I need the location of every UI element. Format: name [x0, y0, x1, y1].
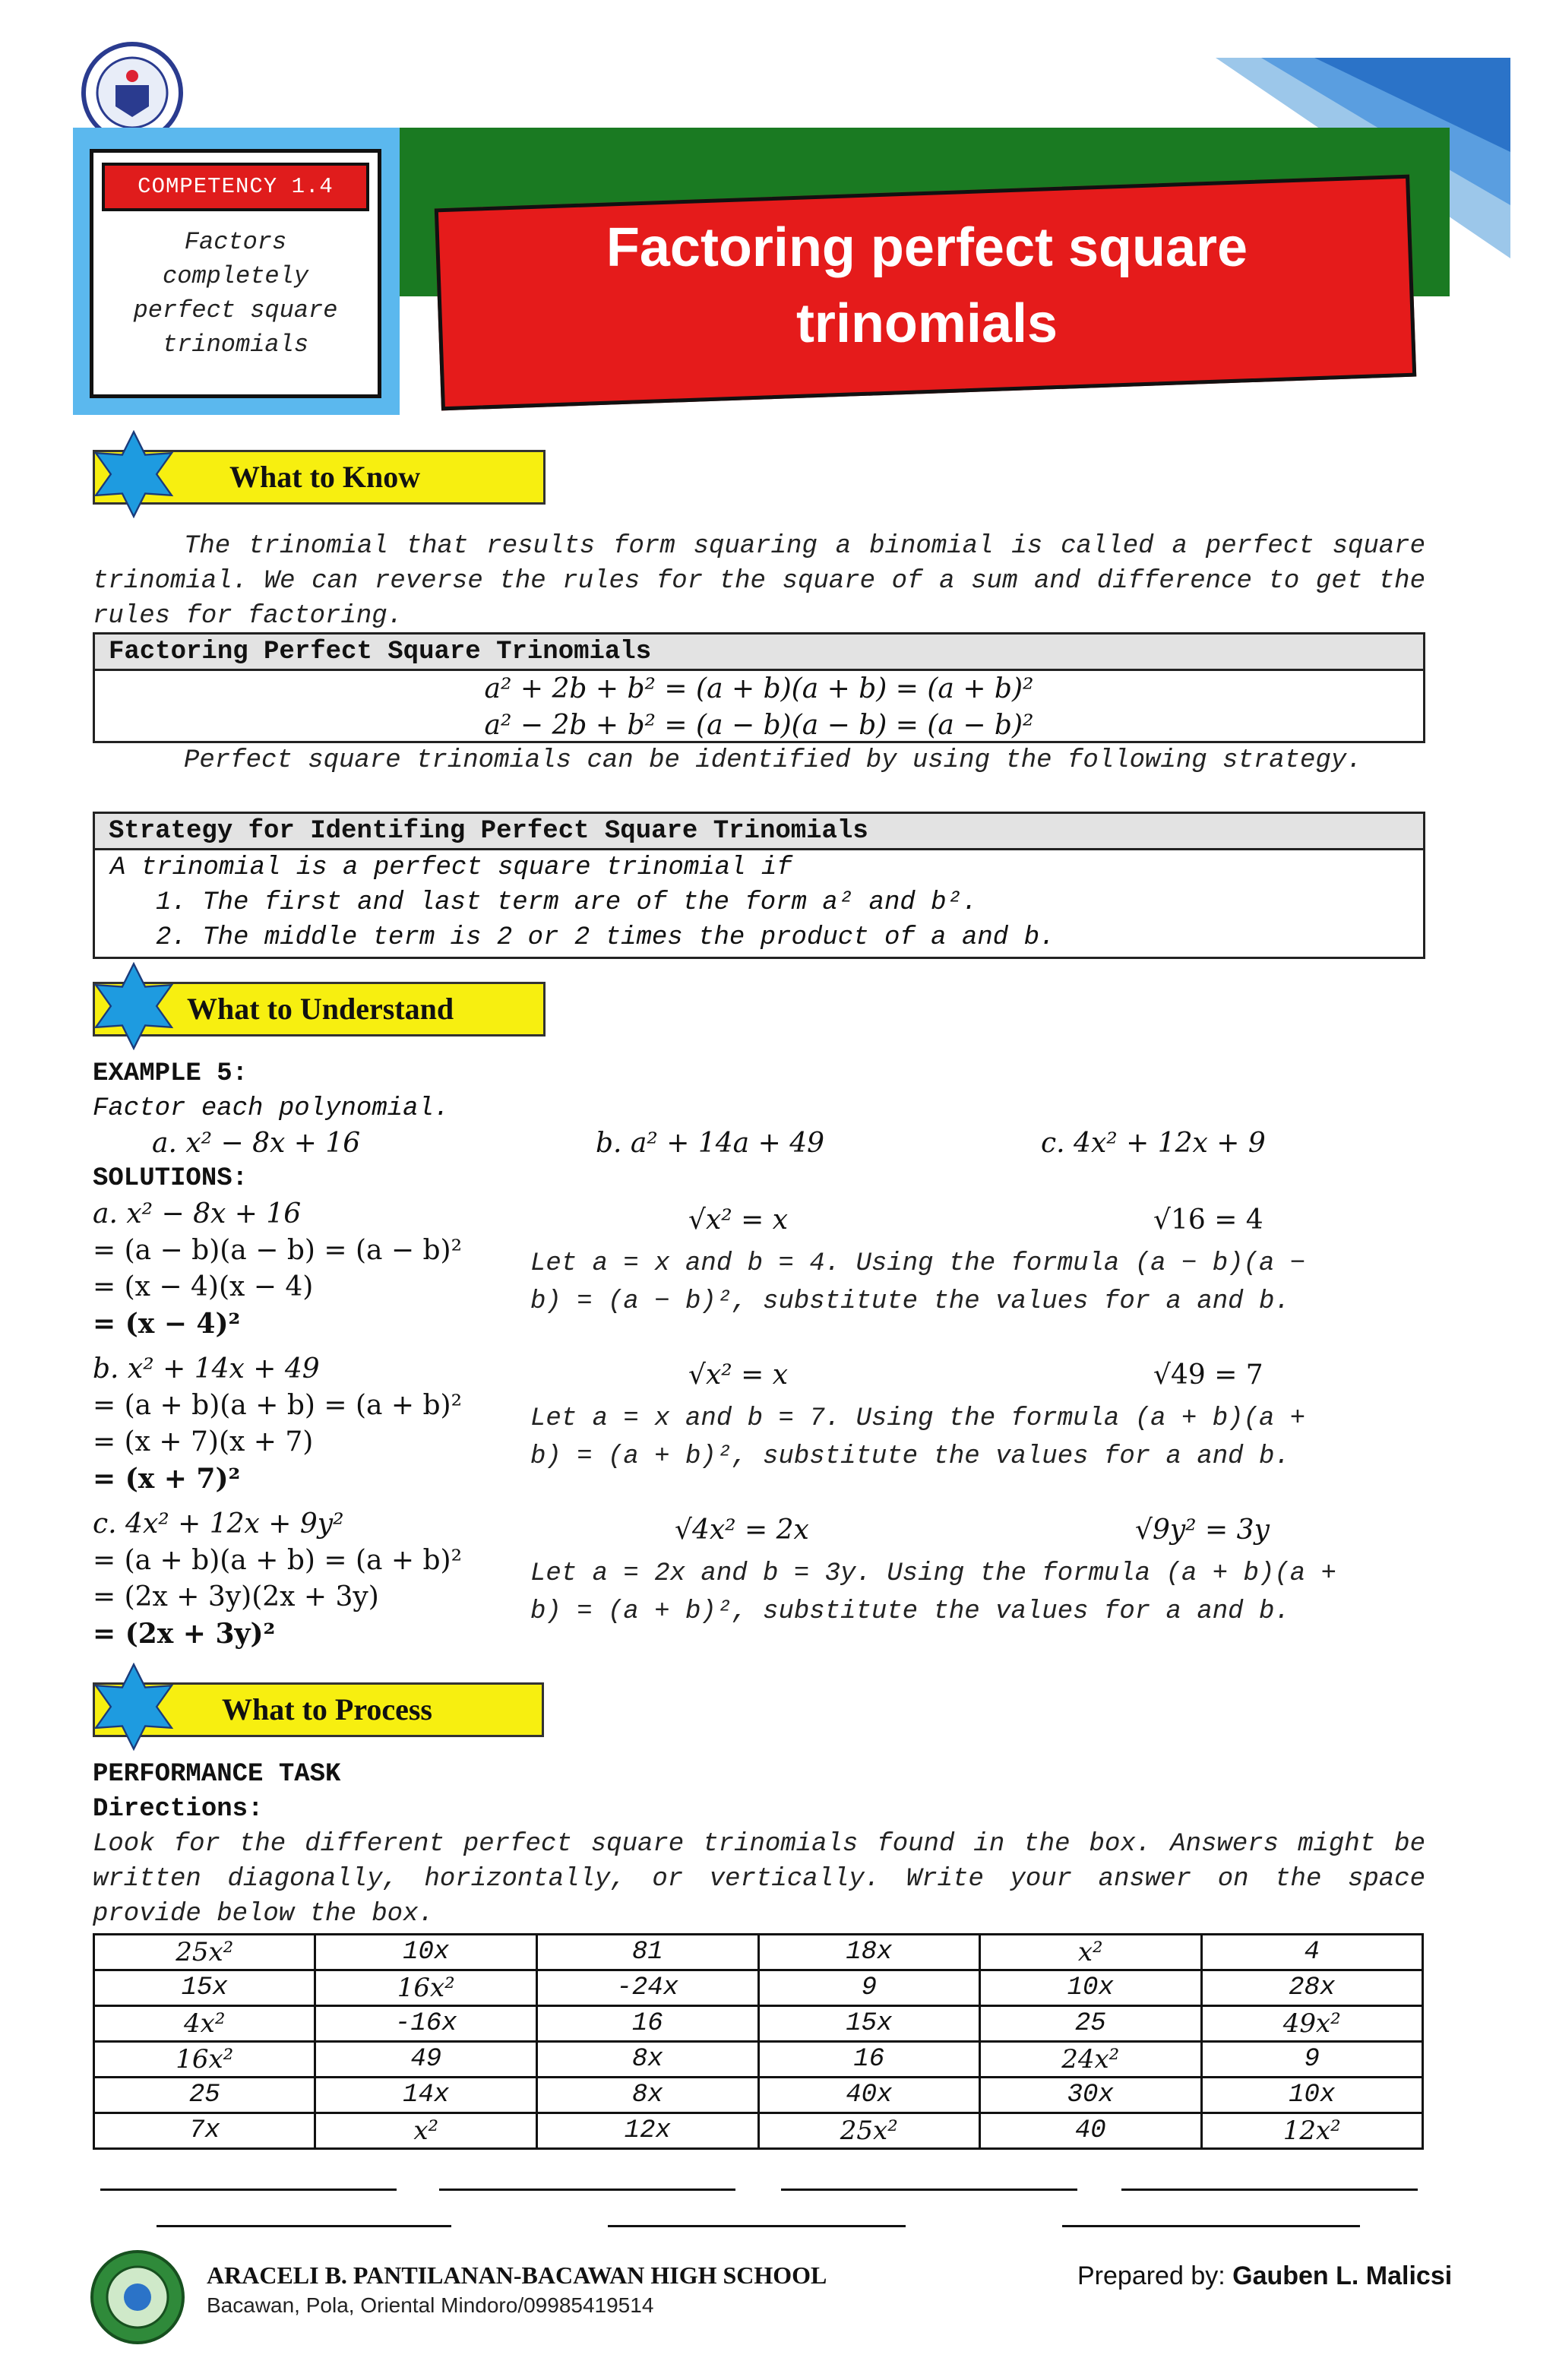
page-title-line: trinomials: [795, 293, 1058, 354]
grid-cell[interactable]: 4: [1201, 1935, 1423, 1970]
grid-row: [94, 1970, 1423, 2006]
root-b: √9y² = 3y: [1135, 1514, 1270, 1546]
solution-answer: = (x + 7)²: [93, 1463, 241, 1495]
grid-cell[interactable]: 8x: [537, 2078, 759, 2113]
answer-line[interactable]: [439, 2189, 735, 2191]
solution-answer: = (x − 4)²: [93, 1308, 241, 1340]
section-understand-title: What to Understand: [187, 992, 454, 1026]
school-address: Bacawan, Pola, Oriental Mindoro/09985419514: [207, 2293, 654, 2317]
solution-a-steps: [93, 1196, 518, 1342]
root-a: √x² = x: [688, 1204, 789, 1236]
know-intro-paragraph: The trinomial that results form squaring a binomial is called a perfect square trinomial. We can reverse the rules for the square of a sum and difference to get the rules for factoring.: [93, 532, 1425, 631]
competency-badge: COMPETENCY 1.4: [102, 163, 369, 211]
grid-cell[interactable]: x²: [315, 2113, 537, 2149]
root-a: √4x² = 2x: [675, 1514, 809, 1546]
answer-line[interactable]: [781, 2189, 1077, 2191]
formula-box-title: Factoring Perfect Square Trinomials: [95, 635, 1423, 671]
grid-cell[interactable]: 18x: [758, 1935, 979, 1970]
grid-cell[interactable]: 9: [1201, 2042, 1423, 2078]
grid-cell[interactable]: 12x: [537, 2113, 759, 2149]
solution-c-steps: [93, 1506, 518, 1652]
grid-cell[interactable]: 7x: [94, 2113, 315, 2149]
word-search-grid: [93, 1933, 1424, 2150]
section-process-title: What to Process: [222, 1692, 432, 1726]
directions-text: Look for the different perfect square trinomials found in the box. Answers might be written diagonally, horizontally, or vertically. Write your answer on the space provide below the box.: [93, 1830, 1425, 1929]
grid-cell[interactable]: 9: [758, 1970, 979, 2006]
star-icon: [90, 430, 178, 518]
page-title: [456, 210, 1398, 362]
answer-line[interactable]: [157, 2225, 451, 2227]
page-title-line: Factoring perfect square: [606, 217, 1248, 278]
competency-desc-line: trinomials: [162, 331, 309, 359]
answer-line[interactable]: [100, 2189, 397, 2191]
solution-step: c. 4x² + 12x + 9y²: [93, 1508, 344, 1540]
formula-line: a² + 2b + b² = (a + b)(a + b) = (a + b)²: [484, 673, 1034, 704]
formula-box: [93, 632, 1425, 743]
answer-line[interactable]: [608, 2225, 906, 2227]
prepared-name: Gauben L. Malicsi: [1232, 2261, 1453, 2290]
solution-note: Let a = 2x and b = 3y. Using the formula (a + b)(a +: [530, 1559, 1336, 1588]
strategy-item: 1. The first and last term are of the form a² and b².: [156, 888, 978, 917]
solution-step: b. x² + 14x + 49: [93, 1353, 320, 1385]
problem-a: a. x² − 8x + 16: [152, 1128, 361, 1159]
grid-cell[interactable]: 81: [537, 1935, 759, 1970]
competency-desc-line: Factors: [184, 228, 287, 256]
answer-line[interactable]: [1121, 2189, 1418, 2191]
solution-step: = (x − 4)(x − 4): [93, 1271, 314, 1302]
formula-line: a² − 2b + b² = (a − b)(a − b) = (a − b)²: [484, 710, 1034, 741]
solution-note: b) = (a + b)², substitute the values for a and b.: [530, 1597, 1290, 1626]
grid-row: [94, 1935, 1423, 1970]
strategy-lead: A trinomial is a perfect square trinomial if: [110, 853, 792, 882]
solutions-label: SOLUTIONS:: [93, 1164, 248, 1193]
competency-desc-line: perfect square: [133, 296, 338, 324]
root-a: √x² = x: [688, 1359, 789, 1391]
school-name: ARACELI B. PANTILANAN-BACAWAN HIGH SCHOOL: [207, 2261, 827, 2289]
competency-description: [97, 225, 374, 362]
grid-cell[interactable]: 25: [980, 2006, 1201, 2042]
problem-c: c. 4x² + 12x + 9: [1041, 1128, 1266, 1159]
competency-desc-line: completely: [162, 262, 309, 290]
strategy-intro-paragraph: Perfect square trinomials can be identified by using the following strategy.: [184, 746, 1362, 775]
grid-cell[interactable]: 40: [980, 2113, 1201, 2149]
grid-cell[interactable]: 24x²: [980, 2042, 1201, 2078]
grid-cell[interactable]: 14x: [315, 2078, 537, 2113]
grid-cell[interactable]: 28x: [1201, 1970, 1423, 2006]
strategy-item: 2. The middle term is 2 or 2 times the product of a and b.: [156, 923, 1055, 952]
solution-step: = (2x + 3y)(2x + 3y): [93, 1581, 379, 1613]
grid-cell[interactable]: 30x: [980, 2078, 1201, 2113]
star-icon: [90, 1663, 178, 1751]
solution-note: b) = (a − b)², substitute the values for a and b.: [530, 1287, 1290, 1316]
grid-cell[interactable]: 25x²: [758, 2113, 979, 2149]
grid-cell[interactable]: 12x²: [1201, 2113, 1423, 2149]
prepared-label: Prepared by:: [1077, 2261, 1226, 2290]
grid-cell[interactable]: 15x: [94, 1970, 315, 2006]
example-label: EXAMPLE 5:: [93, 1059, 248, 1088]
solution-step: = (x + 7)(x + 7): [93, 1426, 314, 1457]
root-b: √16 = 4: [1153, 1204, 1263, 1236]
grid-cell[interactable]: 10x: [315, 1935, 537, 1970]
school-seal-logo: [90, 2249, 185, 2345]
solution-note: Let a = x and b = 7. Using the formula (a + b)(a +: [530, 1404, 1306, 1433]
star-icon: [90, 962, 178, 1050]
grid-row: [94, 2078, 1423, 2113]
solution-note: Let a = x and b = 4. Using the formula (a − b)(a −: [530, 1249, 1306, 1278]
grid-cell[interactable]: 4x²: [94, 2006, 315, 2042]
task-label: PERFORMANCE TASK: [93, 1760, 341, 1789]
problem-b: b. a² + 14a + 49: [596, 1128, 825, 1159]
answer-line[interactable]: [1062, 2225, 1360, 2227]
grid-row: [94, 2113, 1423, 2149]
grid-row: [94, 2042, 1423, 2078]
grid-cell[interactable]: 16: [758, 2042, 979, 2078]
grid-cell[interactable]: 25x²: [94, 1935, 315, 1970]
grid-cell[interactable]: -24x: [537, 1970, 759, 2006]
grid-cell[interactable]: 16: [537, 2006, 759, 2042]
solution-step: = (a + b)(a + b) = (a + b)²: [93, 1390, 463, 1421]
grid-cell[interactable]: 10x: [1201, 2078, 1423, 2113]
section-know-title: What to Know: [229, 460, 421, 494]
grid-cell[interactable]: -16x: [315, 2006, 537, 2042]
grid-cell[interactable]: 25: [94, 2078, 315, 2113]
example-instruction: Factor each polynomial.: [93, 1094, 450, 1123]
grid-cell[interactable]: 49x²: [1201, 2006, 1423, 2042]
prepared-by: [1077, 2261, 1452, 2291]
grid-cell[interactable]: 15x: [758, 2006, 979, 2042]
root-b: √49 = 7: [1153, 1359, 1263, 1391]
solution-note: b) = (a + b)², substitute the values for a and b.: [530, 1442, 1290, 1471]
strategy-box: [93, 812, 1425, 959]
grid-cell[interactable]: 10x: [980, 1970, 1201, 2006]
directions-label: Directions:: [93, 1795, 264, 1824]
grid-cell[interactable]: x²: [980, 1935, 1201, 1970]
grid-row: [94, 2006, 1423, 2042]
solution-answer: = (2x + 3y)²: [93, 1618, 276, 1650]
grid-cell[interactable]: 16x²: [315, 1970, 537, 2006]
grid-cell[interactable]: 8x: [537, 2042, 759, 2078]
grid-cell[interactable]: 40x: [758, 2078, 979, 2113]
strategy-box-title: Strategy for Identifing Perfect Square Trinomials: [95, 814, 1423, 850]
solution-b-steps: [93, 1351, 518, 1497]
grid-cell[interactable]: 16x²: [94, 2042, 315, 2078]
grid-cell[interactable]: 49: [315, 2042, 537, 2078]
solution-step: a. x² − 8x + 16: [93, 1198, 302, 1230]
solution-step: = (a + b)(a + b) = (a + b)²: [93, 1545, 463, 1576]
solution-step: = (a − b)(a − b) = (a − b)²: [93, 1235, 463, 1266]
